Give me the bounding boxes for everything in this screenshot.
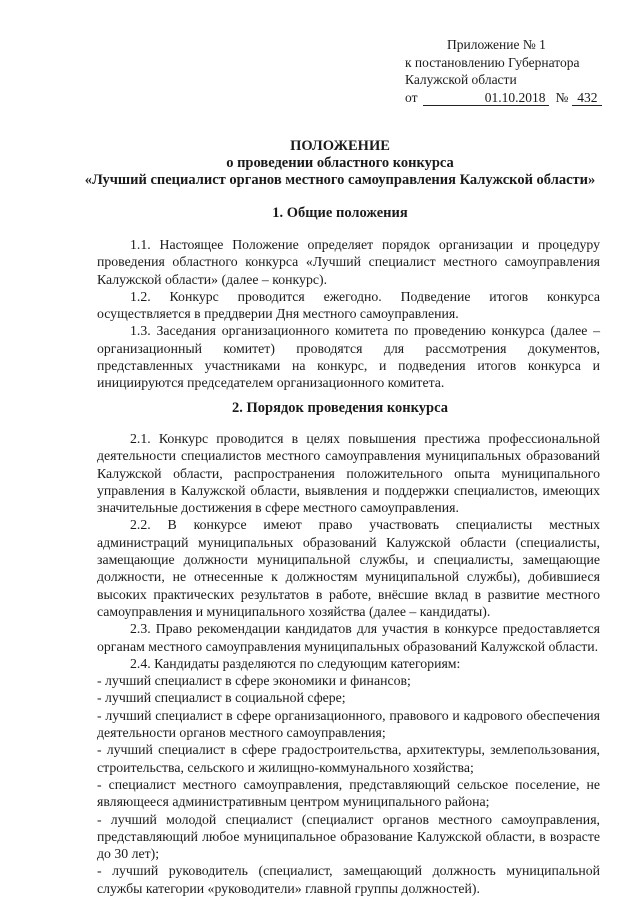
number-label: № bbox=[555, 89, 569, 105]
category-item: - лучший молодой специалист (специалист органов местного самоуправления, представляющий любое муниципальное образование Калужской области, в возрасте до 30 лет); bbox=[97, 811, 600, 862]
appendix-region: Калужской области bbox=[405, 72, 517, 87]
section-1-body bbox=[97, 236, 600, 392]
document-title bbox=[60, 138, 620, 189]
title-line-2: о проведении областного конкурса bbox=[226, 155, 454, 171]
paragraph-2-3: 2.3. Право рекомендации кандидатов для участия в конкурсе предоставляется органам местного самоуправления муниципальных образований Калужской области. bbox=[97, 621, 600, 654]
paragraph-1-3: 1.3. Заседания организационного комитета по проведению конкурса (далее – организационный комитет) проводятся для рассмотрения документов, представленных участниками на конкурс, и подведения итогов конкурса и инициируются председателем организационного комитета. bbox=[97, 323, 600, 391]
decree-date: 01.10.2018 bbox=[423, 91, 549, 106]
category-item: - лучший специалист в сфере организационного, правового и кадрового обеспечения деятельности органов местного самоуправления; bbox=[97, 707, 600, 741]
category-item: - лучший руководитель (специалист, замещающий должность муниципальной службы категории «руководители» главной группы должностей). bbox=[97, 863, 600, 896]
category-item: - лучший специалист в сфере градостроительства, архитектуры, землепользования, строительства, сельского и жилищно-коммунального хозяйства; bbox=[97, 742, 600, 775]
paragraph-2-2: 2.2. В конкурсе имеют право участвовать специалисты местных администраций муниципальных образований Калужской области (специалисты, замещающие должности муниципальной службы, и специалисты, замещающие должности, не отнесенные к должностям муниципальной службы), добившиеся высоких практических результатов в работе, внёсшие вклад в развитие местного самоуправления и муниципального хозяйства (далее – кандидаты). bbox=[97, 517, 600, 619]
category-item: - специалист местного самоуправления, представляющий сельское поселение, не являющееся административным центром муниципального района; bbox=[97, 776, 600, 810]
appendix-title: Приложение № 1 bbox=[447, 37, 546, 52]
title-line-3: «Лучший специалист органов местного самоуправления Калужской области» bbox=[84, 172, 596, 188]
section-2-body bbox=[97, 430, 600, 897]
title-line-1: ПОЛОЖЕНИЕ bbox=[290, 138, 390, 154]
appendix-date-line bbox=[405, 89, 620, 107]
section-1-heading: 1. Общие положения bbox=[272, 205, 408, 221]
category-item: - лучший специалист в сфере экономики и финансов; bbox=[97, 673, 411, 689]
appendix-block bbox=[405, 36, 620, 106]
paragraph-2-4: 2.4. Кандидаты разделяются по следующим категориям: bbox=[130, 655, 461, 671]
category-item: - лучший специалист в социальной сфере; bbox=[97, 690, 346, 706]
decree-number: 432 bbox=[572, 91, 602, 106]
paragraph-1-1: 1.1. Настоящее Положение определяет порядок организации и процедуру проведения областного конкурса «Лучший специалист местного самоуправления Калужской области» (далее – конкурс). bbox=[97, 237, 600, 287]
paragraph-1-2: 1.2. Конкурс проводится ежегодно. Подведение итогов конкурса осуществляется в преддверии Дня местного самоуправления. bbox=[97, 288, 600, 322]
paragraph-2-1: 2.1. Конкурс проводится в целях повышения престижа профессиональной деятельности специалистов местного самоуправления муниципальных образований Калужской области, распространения положительного опыта муниципального управления в Калужской области, выявления и поддержки специалистов, имеющих значительные достижения в сфере местного самоуправления. bbox=[97, 431, 600, 516]
from-label: от bbox=[405, 89, 418, 105]
section-2-heading: 2. Порядок проведения конкурса bbox=[232, 400, 448, 416]
appendix-decree: к постановлению Губернатора bbox=[405, 54, 580, 70]
